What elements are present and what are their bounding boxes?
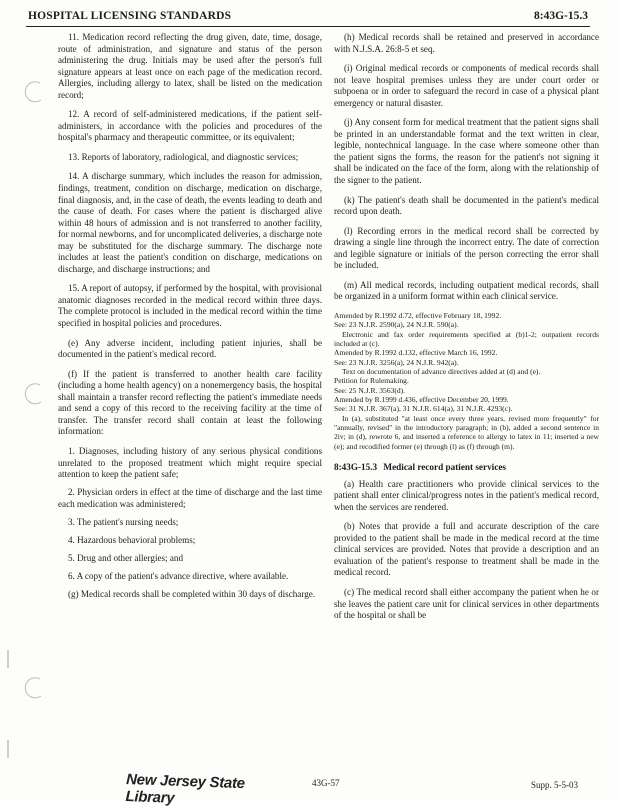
paragraph: (a) Health care practitioners who provide clinical services to the patient shall enter clinical/progress notes in the patient's medical record, when the services are rendered.: [334, 478, 599, 512]
paragraph: (k) The patient's death shall be documented in the patient's medical record upon death.: [334, 194, 599, 217]
paragraph: (g) Medical records shall be completed within 30 days of discharge.: [68, 588, 316, 599]
paragraph: (e) Any adverse incident, including patient injuries, shall be documented in the patient's medical record.: [58, 337, 322, 360]
list-item: 4. Hazardous behavioral problems;: [68, 534, 196, 545]
paragraph: 14. A discharge summary, which includes the reason for admission, findings, treatment, condition on discharge, medication on discharge, final diagnosis, and, in the case of death, the events leading to death and the cause of death. For cases where the patient is discharged alive within 48 hours of admission and is not transferred to another facility, for normal newborns, and for uncomplicated deliveries, a discharge note may be substituted for the discharge summary. The discharge note includes at least the patient's condition on discharge, medications on discharge, and discharge instructions; and: [58, 171, 322, 274]
list-item: 1. Diagnoses, including history of any serious physical conditions unrelated to the proposed treatment which might require special attention to keep the patient safe;: [58, 445, 322, 480]
history-notes: [334, 311, 599, 451]
header-section-number: 8:43G-15.3: [534, 10, 588, 22]
history-line: Amended by R.1992 d.132, effective March 16, 1992.: [334, 348, 498, 358]
paragraph: (m) All medical records, including outpatient medical records, shall be organized in a uniform format within each clinical service.: [334, 279, 599, 302]
history-line: See: 23 N.J.R. 3256(a), 24 N.J.R. 942(a).: [334, 357, 459, 367]
list-item: 5. Drug and other allergies; and: [68, 552, 183, 563]
list-item: 2. Physician orders in effect at the time of discharge and the last time each medication was administered;: [58, 487, 322, 509]
section-title: Medical record patient services: [383, 462, 506, 473]
page-number: 43G-57: [312, 778, 340, 788]
punch-hole-icon: [20, 382, 46, 406]
history-line: Amended by R.1999 d.436, effective December 20, 1999.: [334, 395, 509, 405]
punch-hole-icon: [20, 80, 46, 104]
paragraph: (b) Notes that provide a full and accurate description of the care provided to the patient shall be made in the medical record at the time clinical services are provided. Notes that provide a description and an evaluation of the patient's response to treatment shall be made in the medical record.: [334, 521, 599, 578]
paragraph: (c) The medical record shall either accompany the patient when he or she leaves the patient care unit for clinical services in other departments of the hospital or shall be: [334, 587, 599, 621]
library-stamp: New Jersey State Library: [125, 771, 246, 807]
page-footer: [0, 771, 618, 807]
history-line: Text on documentation of advance directives added at (d) and (e).: [342, 367, 541, 376]
history-line: Electronic and fax order requirements specified at (b)1-2; outpatient records included at (c).: [334, 329, 599, 348]
paragraph: 13. Reports of laboratory, radiological, and diagnostic services;: [68, 151, 299, 162]
paragraph: 11. Medication record reflecting the drug given, date, time, dosage, route of administration, and signature and status of the person administering the drug. Initials may be used after the person's full signature appears at least once on each page of the medication record. Allergies, including allergy to latex, shall be listed on the medication record;: [58, 32, 322, 100]
section-heading: [334, 462, 599, 474]
header-title: HOSPITAL LICENSING STANDARDS: [28, 10, 232, 22]
right-column: [334, 32, 599, 630]
history-line: See: 25 N.J.R. 3563(d).: [334, 385, 406, 395]
paragraph: (l) Recording errors in the medical record shall be corrected by drawing a single line through the incorrect entry. The date of correction and legible signature or initials of the person correcting the error shall be included.: [334, 225, 599, 271]
history-line: In (a), substituted "at least once every three years, revised more frequently" for "annually, revised" in the introductory paragraph; in (b), added a second sentence in 2iv; in (d), rewrote 6, and inserted a reference to allergy to latex in 11; inserted a new (e); and recodified former (e) through (l) as (f) through (m).: [334, 413, 599, 451]
paragraph: (f) If the patient is transferred to another health care facility (including a home health agency) on a nonemergency basis, the hospital shall maintain a transfer record reflecting the patient's immediate needs and send a copy of this record to the receiving facility at the time of transfer. The transfer record shall contain at least the following information:: [58, 368, 322, 437]
punch-hole-icon: [20, 676, 46, 700]
running-header: [26, 6, 590, 27]
paragraph: 12. A record of self-administered medications, if the patient self-administers, in accordance with the policies and procedures of the hospital's pharmacy and therapeutic committee, or its equivalent;: [58, 109, 322, 143]
history-line: Petition for Rulemaking.: [334, 376, 409, 386]
history-line: Amended by R.1992 d.72, effective February 18, 1992.: [334, 310, 502, 320]
paragraph: (j) Any consent form for medical treatment that the patient signs shall be printed in an understandable format and the text written in clear, legible, nontechnical language. In the case where someone other than the patient signs the forms, the reason for the patient's not signing it shall be indicated on the face of the form, along with the relationship of the signer to the patient.: [334, 117, 599, 186]
paragraph: (i) Original medical records or components of medical records shall not leave hospital premises unless they are under court order or subpoena or in order to safeguard the record in case of a physical plant emergency or natural disaster.: [334, 63, 599, 108]
list-item: 3. The patient's nursing needs;: [68, 516, 179, 527]
scan-mark: [7, 650, 9, 668]
paragraph: 15. A report of autopsy, if performed by the hospital, with provisional anatomic diagnoses recorded in the medical record within three days. The complete protocol is included in the medical record within the time specified in hospital policies and procedures.: [58, 283, 322, 329]
paragraph: (h) Medical records shall be retained and preserved in accordance with N.J.S.A. 26:8-5 et seq.: [334, 32, 599, 54]
supplement-date: Supp. 5-5-03: [531, 780, 578, 790]
list-item: 6. A copy of the patient's advance directive, where available.: [68, 570, 289, 581]
scan-mark: [7, 740, 9, 758]
left-column: [58, 32, 322, 608]
history-line: See: 23 N.J.R. 2590(a), 24 N.J.R. 590(a).: [334, 320, 459, 330]
history-line: See: 31 N.J.R. 367(a), 31 N.J.R. 614(a), 31 N.J.R. 4293(c).: [334, 404, 513, 414]
section-number: 8:43G-15.3: [334, 462, 378, 473]
